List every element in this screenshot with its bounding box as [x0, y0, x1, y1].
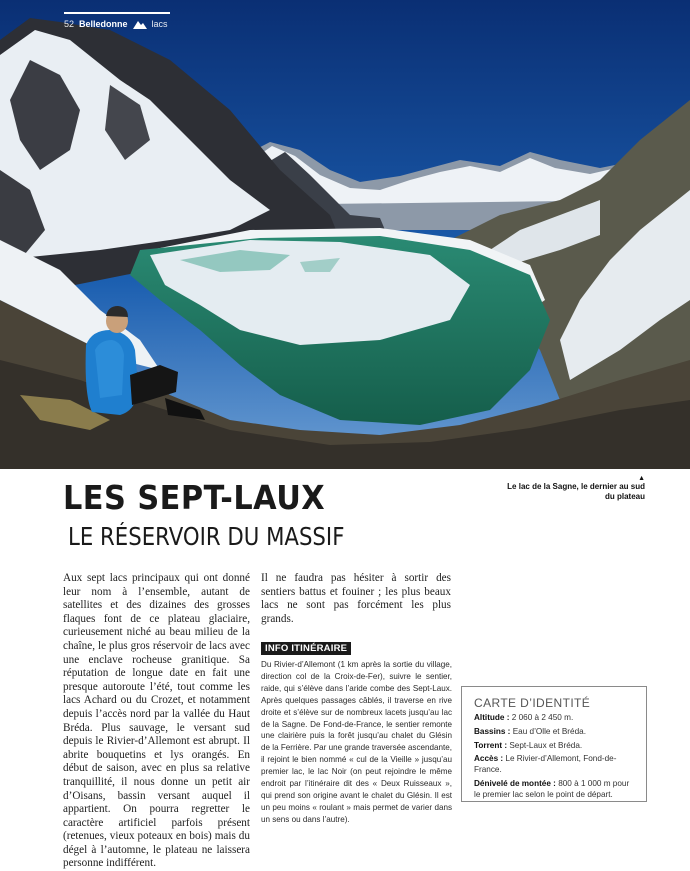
- carte-row-bassins: [474, 727, 636, 738]
- carte-identite-box: [461, 686, 647, 802]
- article-subtitle: LE RÉSERVOIR DU MASSIF: [68, 522, 345, 551]
- carte-row-label: Bassins :: [474, 726, 511, 736]
- mountain-icon: [133, 20, 147, 29]
- running-head-rule: [64, 12, 170, 14]
- carte-row-value: 800 à 1 000 m pour le premier lac selon le point de départ.: [474, 778, 630, 799]
- carte-row-value: Le Rivier-d’Allemont, Fond-de-France.: [474, 754, 617, 775]
- section-name: Belledonne: [79, 19, 128, 29]
- carte-row-value: 2 060 à 2 450 m.: [511, 713, 574, 722]
- carte-row-label: Dénivelé de montée :: [474, 778, 556, 788]
- carte-row-acces: [474, 754, 636, 776]
- article-title: LES SEPT-LAUX: [63, 478, 326, 517]
- carte-row-denivele: [474, 779, 636, 801]
- carte-row-altitude: [474, 713, 636, 724]
- running-head: [64, 12, 168, 36]
- carte-row-value: Eau d’Olle et Bréda.: [512, 726, 586, 736]
- carte-row-value: Sept-Laux et Bréda.: [509, 740, 583, 750]
- page-number: 52: [64, 19, 75, 29]
- carte-row-label: Altitude :: [474, 713, 510, 722]
- carte-identite-title: CARTE D’IDENTITÉ: [474, 696, 591, 710]
- info-itineraire-heading: INFO ITINÉRAIRE: [261, 642, 351, 655]
- info-itineraire-text: Du Rivier-d’Allemont (1 km après la sortie du village, direction col de la Croix-de-Fer), suivre le sentier, raide, qui s’élève dans l’aride combe des Sept-Laux. Après quelques passages câblés, il traverse en rive droite et s’élève sur de nombreux lacets jusqu’au lac de la Sagne. De Fond-de-France, le sentier remonte une clairière puis la forêt jusqu’au chalet du Glésin de la Ferrière. Par une grande traversée ascendante, il rejoint le bien nommé « cul de la Vieille » jusqu’au premier lac, le lac Noir (on peut rejoindre le même endroit par l’itinéraire dit des « Deux Ruisseaux », qui prend son origine avant le chalet du Glésin. Il est un peu moins « roulant » mais permet de varier dans un sens ou dans l’autre).: [261, 660, 452, 824]
- info-itineraire: [261, 638, 452, 826]
- caret-up-icon: ▲: [638, 475, 645, 482]
- carte-row-torrent: [474, 741, 636, 752]
- carte-row-label: Accès :: [474, 754, 504, 764]
- carte-row-label: Torrent :: [474, 740, 508, 750]
- section-tag: lacs: [151, 19, 168, 29]
- photo-caption-text: Le lac de la Sagne, le dernier au sud du plateau: [507, 482, 645, 501]
- body-column-1: Aux sept lacs principaux qui ont donné leur nom à l’ensemble, autant de satellites et des dizaines des grosses flaques font de ce plateau glaciaire, curieusement niché au beau milieu de la chaîne, le plus gros réservoir de lacs avec une enclave rocheuse granitique. Sa réputation de longue date en fait une presque autoroute l’été, tout comme les lacs Achard ou du Crozet, et notamment depuis l’accès nord par la vallée du Haut Bréda. Plus sauvage, le versant sud depuis le Rivier-d’Allemont est abrupt. Il abrite bouquetins et lys orangés. En début de saison, avec en plus sa relative tranquillité, il nous donne un petit air d’Oisans, bassin versant auquel il appartient. On pourra regretter le caractère artificiel parfois présent (retenues, vieux poteaux en bois) mais du dégel à l’automne, le plateau ne laissera personne indifférent.: [63, 572, 250, 870]
- photo-caption: [505, 475, 645, 502]
- body-column-2: Il ne faudra pas hésiter à sortir des sentiers battus et fouiner ; les plus beaux lacs ne sont pas forcément les plus grands.: [261, 572, 451, 625]
